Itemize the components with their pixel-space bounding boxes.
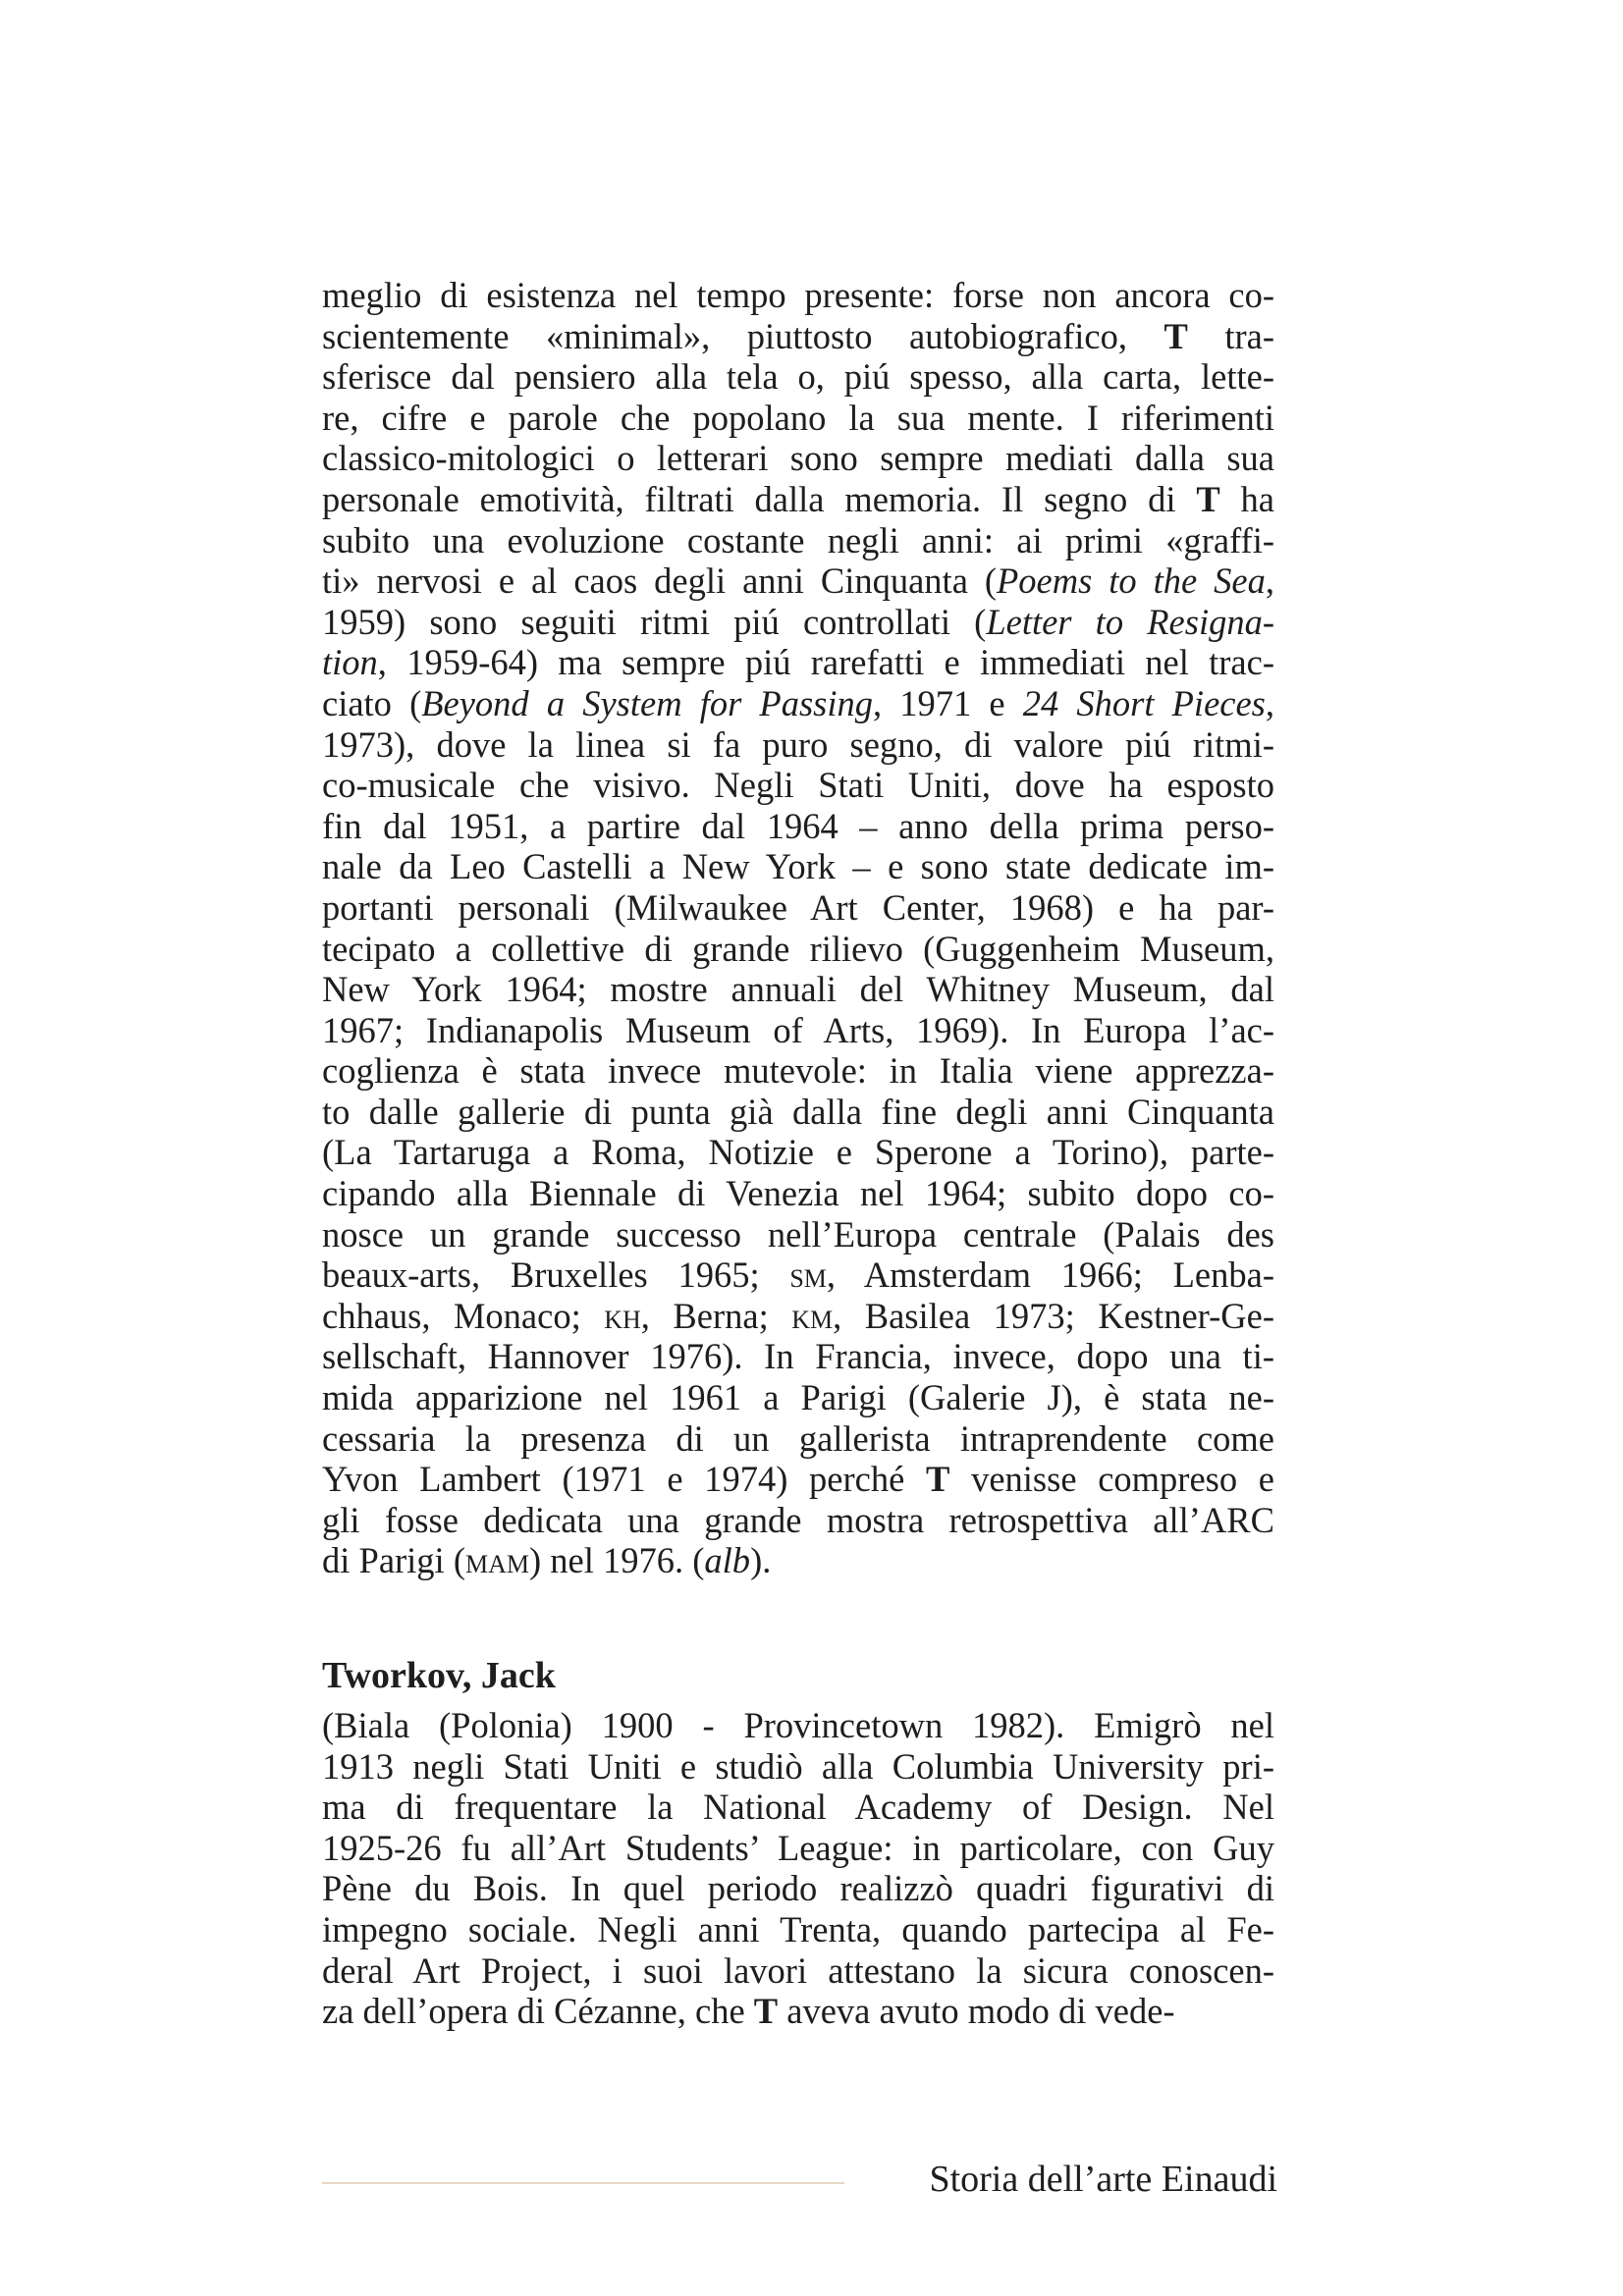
text-line: 1925-26 fu all’Art Students’ League: in particolare, con Guy [322, 1827, 1274, 1868]
text-line: 1959) sono seguiti ritmi piú controllati (Letter to Resigna- [322, 601, 1274, 642]
text-line: deral Art Project, i suoi lavori attestano la sicura conoscen- [322, 1949, 1274, 1991]
text-line: chhaus, Monaco; kh, Berna; km, Basilea 1973; Kestner-Ge- [322, 1295, 1274, 1336]
text-line: beaux-arts, Bruxelles 1965; sm, Amsterdam 1966; Lenba- [322, 1255, 1274, 1296]
text-line: sferisce dal pensiero alla tela o, piú spesso, alla carta, lette- [322, 356, 1274, 398]
text-line: nale da Leo Castelli a New York – e sono state dedicate im- [322, 846, 1274, 887]
text-line: classico-mitologici o letterari sono sempre mediati dalla sua [322, 438, 1274, 479]
text-line: di Parigi (mam) nel 1976. (alb). [322, 1540, 772, 1581]
entry-tworkov [322, 1654, 1274, 2032]
text-line: scientemente «minimal», piuttosto autobiografico, T tra- [322, 315, 1275, 356]
text-line: fin dal 1951, a partire dal 1964 – anno della prima perso- [322, 805, 1274, 846]
entry-body [322, 1705, 1274, 2032]
footer-divider [322, 2182, 844, 2184]
text-line: re, cifre e parole che popolano la sua mente. I riferimenti [322, 397, 1274, 438]
text-line: gli fosse dedicata una grande mostra retrospettiva all’ARC [322, 1499, 1274, 1540]
text-line: 1913 negli Stati Uniti e studiò alla Columbia University pri- [322, 1745, 1274, 1787]
text-line: 1967; Indianapolis Museum of Arts, 1969). In Europa l’ac- [322, 1009, 1274, 1050]
main-paragraph [322, 275, 1274, 1581]
text-line: sellschaft, Hannover 1976). In Francia, invece, dopo una ti- [322, 1336, 1274, 1377]
text-line: (Biala (Polonia) 1900 - Provincetown 1982). Emigrò nel [322, 1705, 1274, 1745]
text-line: ciato (Beyond a System for Passing, 1971 e 24 Short Pieces, [322, 682, 1274, 723]
text-line: (La Tartaruga a Roma, Notizie e Sperone a Torino), parte- [322, 1132, 1274, 1173]
text-line: mida apparizione nel 1961 a Parigi (Galerie J), è stata ne- [322, 1377, 1274, 1418]
text-line: ma di frequentare la National Academy of Design. Nel [322, 1787, 1274, 1828]
text-line: nosce un grande successo nell’Europa centrale (Palais des [322, 1213, 1274, 1255]
text-line: subito una evoluzione costante negli anni: ai primi «graffi- [322, 519, 1274, 561]
text-line: 1973), dove la linea si fa puro segno, di valore piú ritmi- [322, 723, 1274, 765]
footer-publisher: Storia dell’arte Einaudi [929, 2159, 1277, 2200]
text-line: cessaria la presenza di un gallerista intraprendente come [322, 1417, 1274, 1459]
text-line: portanti personali (Milwaukee Art Center, 1968) e ha par- [322, 886, 1274, 928]
text-line: tecipato a collettive di grande rilievo (Guggenheim Museum, [322, 928, 1274, 969]
text-line: personale emotività, filtrati dalla memoria. Il segno di T ha [322, 478, 1274, 519]
text-line: meglio di esistenza nel tempo presente: forse non ancora co- [322, 275, 1274, 315]
text-line: impegno sociale. Negli anni Trenta, quando partecipa al Fe- [322, 1908, 1274, 1949]
text-line: cipando alla Biennale di Venezia nel 1964; subito dopo co- [322, 1173, 1274, 1214]
text-line: to dalle gallerie di punta già dalla fine degli anni Cinquanta [322, 1091, 1274, 1132]
text-line: coglienza è stata invece mutevole: in Italia viene apprezza- [322, 1050, 1274, 1092]
text-line: Yvon Lambert (1971 e 1974) perché T venisse compreso e [322, 1459, 1274, 1500]
text-line: co-musicale che visivo. Negli Stati Uniti, dove ha esposto [322, 765, 1274, 806]
entry-heading: Tworkov, Jack [322, 1655, 556, 1696]
text-line: Pène du Bois. In quel periodo realizzò quadri figurativi di [322, 1868, 1274, 1909]
text-line: tion, 1959-64) ma sempre piú rarefatti e immediati nel trac- [322, 642, 1274, 683]
text-line: za dell’opera di Cézanne, che T aveva avuto modo di vede- [322, 1991, 1175, 2032]
text-line: ti» nervosi e al caos degli anni Cinquanta (Poems to the Sea, [322, 561, 1274, 602]
text-line: New York 1964; mostre annuali del Whitney Museum, dal [322, 969, 1274, 1010]
